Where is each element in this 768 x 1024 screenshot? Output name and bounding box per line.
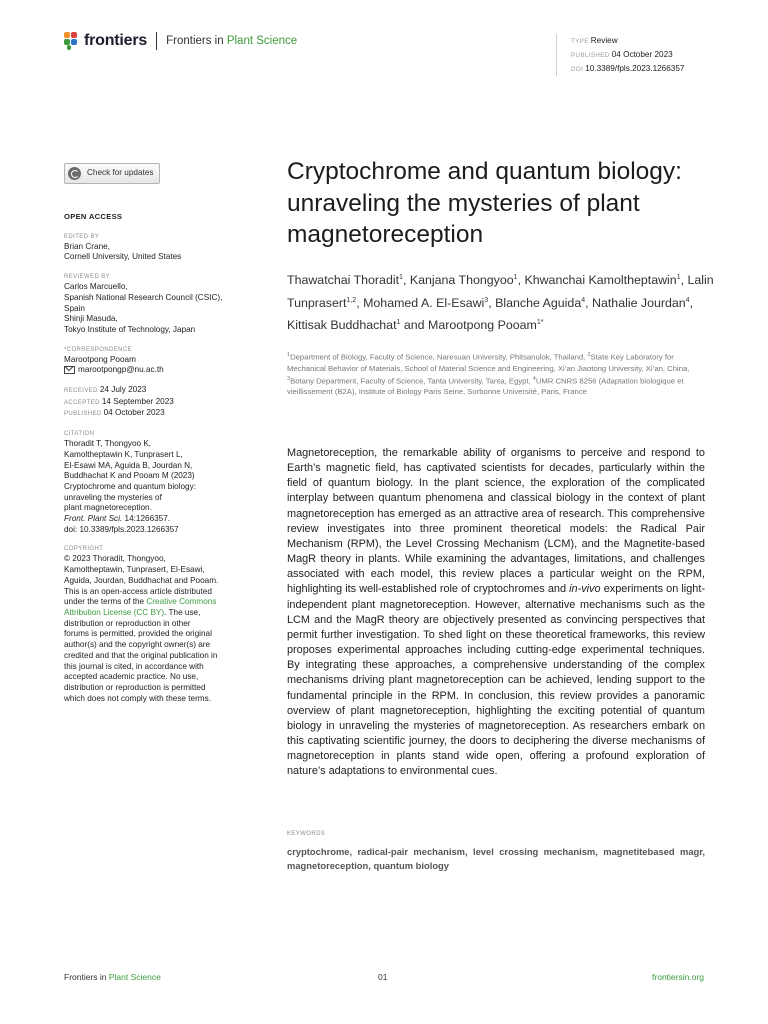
affiliation-text: State Key Laboratory for Mechanical Behavior of Materials, School of Material Science and Engineering, Xi’an Jiaotong University, Xi’an, China, (287, 352, 690, 373)
check-for-updates-label: Check for updates (87, 168, 154, 178)
accepted-value: 14 September 2023 (101, 396, 174, 406)
copyright-line-text: under the terms of the (64, 597, 147, 607)
correspondence-name: Marootpong Pooam (64, 354, 136, 364)
citation-label: CITATION (64, 431, 95, 438)
accepted-label: ACCEPTED (64, 399, 100, 406)
received-date (64, 385, 242, 397)
author-separator: , (585, 295, 593, 310)
page-number: 01 (378, 972, 388, 982)
author-name[interactable]: Khwanchai Kamoltheptawin (524, 273, 677, 288)
author-affiliation-marker: 1 (399, 274, 403, 281)
author-name[interactable]: Blanche Aguida (495, 295, 582, 310)
reviewer-line: Shinji Masuda, (64, 314, 118, 324)
journal-title: Plant Science (226, 35, 298, 47)
author-affiliation-marker: 1 (513, 274, 518, 281)
copyright-line: credited and that the original publication in (64, 650, 218, 660)
author-name[interactable]: Thawatchai Thoradit (287, 273, 400, 288)
creative-commons-link[interactable]: Creative Commons (146, 597, 217, 607)
citation-text (64, 439, 242, 535)
reviewer-info (64, 282, 242, 336)
copyright-line: distribution or reproduction in other (64, 618, 191, 628)
author-separator: , (680, 273, 688, 288)
copyright-line (64, 608, 242, 619)
copyright-line: Kamoltheptawin, Tunprasert, El-Esawi, (64, 565, 205, 575)
published-value: 04 October 2023 (103, 408, 165, 418)
abstract-text: Magnetoreception, the remarkable ability of organisms to perceive and respond to Earth’s magnetic field, has captivated scientists for decades, particularly within the field of quantum biology. In the plant science, the exploration of the complicated interplay between quantum phenomena and classical biology in the context of plant magnetoreception has emerged as an attractive area of research. This comprehensive review investigates into three prominent theoretical models: the Radical Pair Mechanism (RPM), the Level Crossing Mechanism (LCM), and the Magnetite-based MagR theory in plants. While examining the advantages, limitations, and challenges associated with each model, this review places a particular weight on the RPM, highlighting its well-established role of cryptochromes and (287, 447, 705, 596)
affiliation-marker: 3 (287, 375, 291, 382)
meta-doi-label: DOI (571, 66, 584, 73)
author-separator: , (356, 295, 364, 310)
email-icon (64, 366, 75, 374)
meta-published-value: 04 October 2023 (611, 50, 673, 59)
keywords-label: KEYWORDS (287, 831, 326, 837)
header-divider (156, 32, 157, 50)
copyright-line: This is an open-access article distributed (64, 586, 212, 596)
citation-line: El-Esawi MA, Aguida B, Jourdan N, (64, 460, 193, 470)
affiliation-marker: 4 (532, 375, 536, 382)
copyright-line (64, 597, 242, 608)
abstract-italic-term: in-vivo (569, 583, 601, 596)
open-access-label: OPEN ACCESS (64, 212, 123, 221)
dates (64, 385, 242, 420)
reviewer-line: Spain (64, 303, 85, 313)
copyright-text (64, 554, 242, 704)
citation-volume: 14:1266357. (122, 514, 171, 524)
author-list (287, 268, 717, 336)
accepted-date (64, 397, 242, 409)
copyright-line: which does not comply with these terms. (64, 693, 211, 703)
affiliation-text: Botany Department, Faculty of Science, Tanta University, Tanta, Egypt, (290, 376, 533, 386)
correspondence-label: *CORRESPONDENCE (64, 346, 133, 353)
author-name[interactable]: Kanjana Thongyoo (409, 273, 514, 288)
affiliations (287, 350, 705, 398)
correspondence-email[interactable]: marootpongp@nu.ac.th (78, 365, 164, 375)
footer-site-link[interactable]: frontiersin.org (652, 972, 704, 982)
editor-line: Brian Crane, (64, 241, 110, 251)
author-affiliation-marker: 4 (581, 296, 586, 304)
journal-name[interactable] (166, 35, 297, 47)
affiliation-text: Department of Biology, Faculty of Science, Naresuan University, Phitsanulok, Thailand, (290, 352, 588, 362)
meta-published-label: PUBLISHED (571, 52, 610, 59)
abstract-text: experiments on light-independent plant magnetoreception. However, alternative mechanisms such as the LCM and the MagR theory are objectively presented as convincing perspectives that permit further investigation. To shed light on these theoretical frameworks, this review proposes experimental approaches including cutting-edge experimental techniques. By integrating these approaches, a comprehensive understanding of the complex mechanisms driving plant magnetoreception can be achieved, lending support to the fundamental principle in the RPM. In conclusion, this review provides a panoramic overview of plant magnetoreception, highlighting the exciting potential of quantum biology in unraveling the mysteries of magnetoreception. As researchers embark on this captivating scientific journey, the doors to deciphering the diverse mechanisms of magnetoreception in plants stand wide open, offering a profound exploration of nature’s adaptations to environmental cues. (287, 583, 705, 778)
affiliation-marker: 1 (287, 352, 291, 358)
abstract (287, 446, 705, 779)
editor-line: Cornell University, United States (64, 252, 182, 262)
journal-prefix: Frontiers in (166, 35, 227, 47)
frontiers-logo-icon (64, 32, 80, 50)
author-separator: , (689, 295, 694, 310)
citation-line: unraveling the mysteries of (64, 492, 162, 502)
author-name[interactable]: Kittisak Buddhachat (287, 318, 397, 333)
citation-journal-line (64, 514, 242, 525)
author-affiliation-marker: 4 (685, 296, 690, 304)
copyright-line: accepted academic practice. No use, (64, 672, 199, 682)
author-name[interactable]: Nathalie Jourdan (592, 295, 686, 310)
author-separator: , (402, 273, 410, 288)
author-affiliation-marker: 1,2 (346, 296, 357, 304)
keywords: cryptochrome, radical-pair mechanism, level crossing mechanism, magnetitebased magr, magnetoreception, quantum biology (287, 846, 705, 871)
copyright-line: Aguida, Jourdan, Buddhachat and Pooam. (64, 575, 219, 585)
reviewer-line: Tokyo Institute of Technology, Japan (64, 324, 196, 334)
author-affiliation-marker: 1 (676, 274, 681, 281)
citation-doi[interactable]: doi: 10.3389/fpls.2023.1266357 (64, 524, 179, 534)
author-separator: and (400, 318, 428, 333)
copyright-label: COPYRIGHT (64, 546, 104, 553)
copyright-line: author(s) and the copyright owner(s) are (64, 640, 211, 650)
author-name[interactable]: Lalin Tunprasert (287, 273, 714, 310)
meta-type-value: Review (590, 36, 618, 45)
copyright-line: distribution or reproduction is permitted (64, 682, 206, 692)
published-date (64, 408, 242, 420)
sidebar (64, 163, 242, 704)
copyright-line: © 2023 Thoradit, Thongyoo, (64, 554, 166, 564)
cc-by-license-link[interactable]: Attribution License (CC BY) (64, 607, 165, 617)
citation-line: Kamoltheptawin K, Tunprasert L, (64, 449, 183, 459)
meta-doi[interactable] (571, 62, 684, 76)
affiliation-marker: 2 (587, 352, 591, 358)
meta-doi-value[interactable]: 10.3389/fpls.2023.1266357 (585, 64, 685, 73)
copyright-line: forums is permitted, provided the original (64, 629, 212, 639)
author-separator: , (517, 273, 525, 288)
check-for-updates-button[interactable] (64, 163, 160, 184)
author-name[interactable]: Marootpong Pooam (428, 318, 537, 333)
reviewer-line: Carlos Marcuello, (64, 282, 128, 292)
meta-type-label: TYPE (571, 38, 589, 45)
reviewer-line: Spanish National Research Council (CSIC), (64, 292, 223, 302)
citation-line: Thoradit T, Thongyoo K, (64, 439, 152, 449)
author-affiliation-marker: 3 (484, 296, 489, 304)
footer-journal-prefix: Frontiers in (64, 972, 109, 982)
reviewed-by-label: REVIEWED BY (64, 274, 111, 281)
brand-name[interactable]: frontiers (84, 32, 148, 49)
editor-info (64, 242, 242, 263)
correspondence-email-row[interactable] (64, 365, 242, 376)
author-name[interactable]: Mohamed A. El-Esawi (363, 295, 485, 310)
published-label: PUBLISHED (64, 411, 102, 418)
citation-journal: Front. Plant Sci. (64, 514, 123, 524)
license-after: . The use, (164, 607, 201, 617)
footer-journal-name: Plant Science (108, 972, 161, 982)
citation-line: Cryptochrome and quantum biology: (64, 481, 196, 491)
meta-published (571, 48, 684, 62)
author-separator: , (488, 295, 496, 310)
copyright-line: this journal is cited, in accordance with (64, 661, 204, 671)
article-title: Cryptochrome and quantum biology: unraveling the mysteries of plant magnetoreception (287, 158, 682, 248)
author-affiliation-marker: 1 (396, 319, 401, 327)
footer-journal[interactable] (64, 972, 161, 982)
citation-line: plant magnetoreception. (64, 503, 152, 513)
received-label: RECEIVED (64, 388, 98, 395)
affiliation-text: UMR CNRS 8256 (Adaptation biologique et vieillissement (B2A), Institute of Biology Paris Seine, Sorbonne Université, Paris, France (287, 376, 684, 397)
meta-type (571, 34, 684, 48)
refresh-icon (68, 167, 81, 180)
article-meta (556, 34, 684, 76)
author-affiliation-marker: 1* (536, 319, 544, 327)
citation-line: Buddhachat K and Pooam M (2023) (64, 471, 195, 481)
edited-by-label: EDITED BY (64, 233, 100, 240)
received-value: 24 July 2023 (99, 385, 147, 395)
header-logo-bar (64, 32, 297, 50)
